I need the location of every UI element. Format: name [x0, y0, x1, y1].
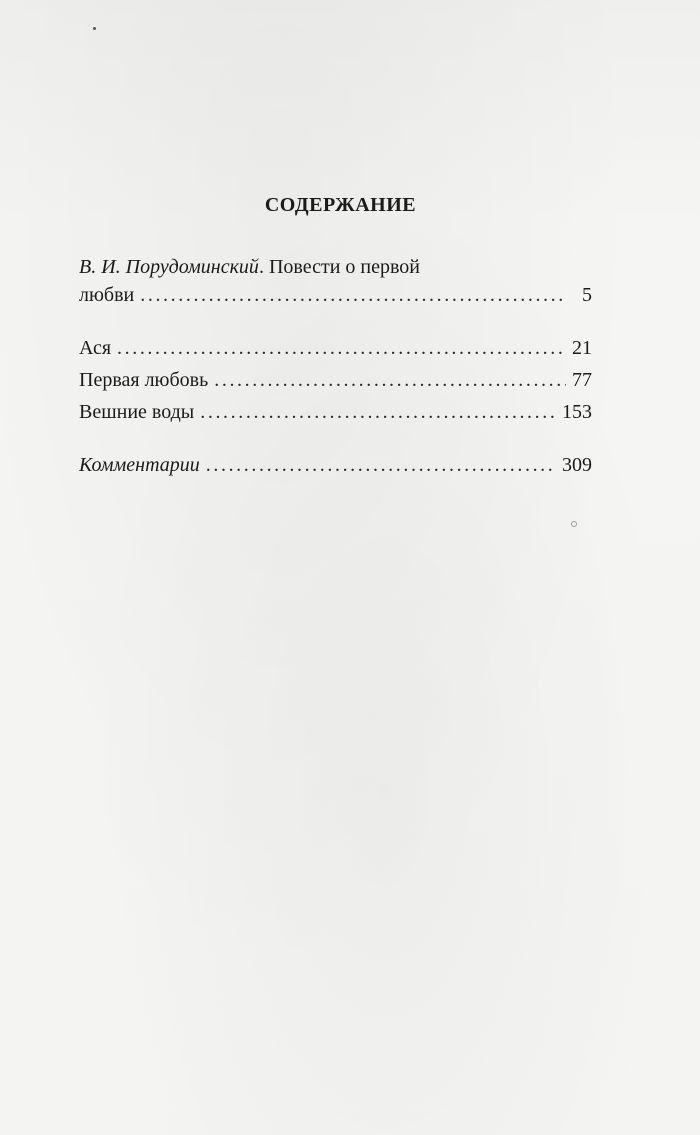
toc-entry-spring-torrents — [79, 398, 592, 426]
toc-heading: СОДЕРЖАНИЕ — [264, 194, 417, 216]
toc-entry-intro — [79, 253, 592, 281]
dot-leader — [140, 281, 566, 309]
dot-leader — [214, 366, 566, 394]
table-of-contents — [79, 194, 592, 479]
toc-entry-author: В. И. Порудоминский — [79, 256, 259, 278]
toc-entry-page: 153 — [562, 401, 592, 423]
toc-entry-page: 21 — [572, 337, 592, 359]
toc-entry-title-cont: любви — [79, 284, 135, 306]
toc-entry-commentary — [79, 451, 592, 479]
toc-entry-title: . Повести о первой — [258, 256, 420, 278]
toc-entry-page: 77 — [572, 369, 592, 391]
paper-speck — [571, 521, 577, 527]
dot-leader — [117, 334, 566, 362]
toc-entry-first-love — [79, 366, 592, 394]
dot-leader — [206, 451, 556, 479]
toc-entry-title: Комментарии — [79, 454, 200, 476]
ink-dot — [93, 27, 96, 30]
toc-entry-title: Первая любовь — [79, 369, 209, 391]
toc-entry-title: Ася — [79, 337, 112, 359]
toc-entry-page: 5 — [582, 284, 592, 306]
toc-entry-intro-line2 — [79, 281, 592, 309]
toc-entry-asya — [79, 334, 592, 362]
toc-entry-page: 309 — [562, 454, 592, 476]
dot-leader — [200, 398, 556, 426]
toc-entry-title: Вешние воды — [79, 401, 195, 423]
